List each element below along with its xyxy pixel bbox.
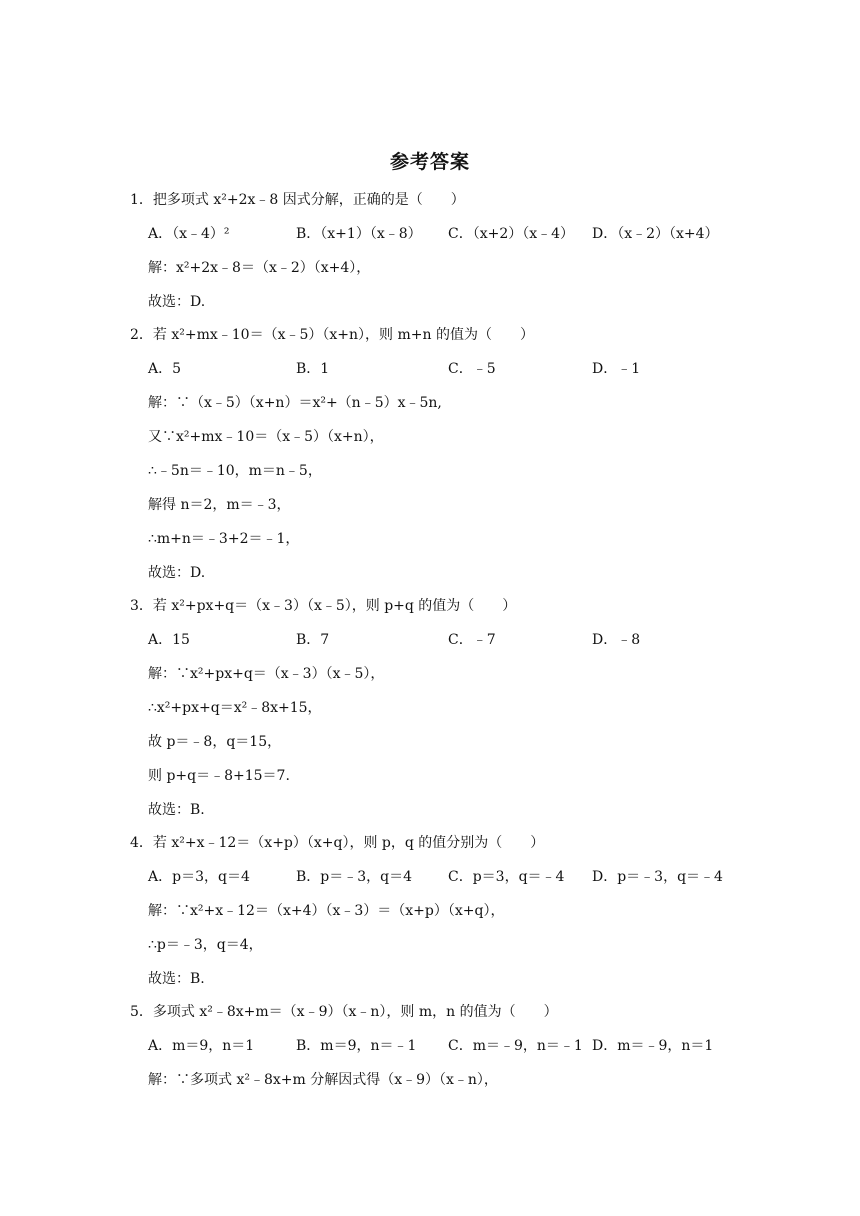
question-1-stem: 1．把多项式 x²+2x﹣8 因式分解，正确的是（ ） (130, 192, 465, 208)
question-4-option-a: A．p＝3，q＝4 (148, 869, 250, 885)
question-1-option-a: A．（x﹣4）² (148, 226, 230, 242)
question-4-solution-line: 解：∵x²+x﹣12＝（x+4）（x﹣3）＝（x+p）（x+q）， (148, 903, 505, 919)
question-2-option-c: C．﹣5 (448, 361, 496, 377)
question-3-solution-line: 故选：B. (148, 802, 205, 818)
question-5-option-b: B．m＝9，n＝﹣1 (296, 1038, 417, 1054)
question-3-option-b: B．7 (296, 632, 330, 648)
question-2-solution-line: 又∵x²+mx﹣10＝（x﹣5）（x+n）， (148, 429, 384, 445)
question-2-option-a: A．5 (148, 361, 182, 377)
question-5-stem: 5．多项式 x²﹣8x+m＝（x﹣9）（x﹣n），则 m，n 的值为（ ） (130, 1004, 558, 1020)
question-5-option-c: C．m＝﹣9，n＝﹣1 (448, 1038, 583, 1054)
question-2-solution-line: 解得 n＝2，m＝﹣3， (148, 497, 291, 513)
question-4-solution-line: 故选：B. (148, 971, 205, 987)
question-3-solution-line: 解：∵x²+px+q＝（x﹣3）（x﹣5）， (148, 666, 385, 682)
question-2-stem: 2．若 x²+mx﹣10＝（x﹣5）（x+n），则 m+n 的值为（ ） (130, 327, 534, 343)
question-2-solution-line: ∴﹣5n＝﹣10，m＝n﹣5， (148, 463, 322, 479)
question-2-solution-line: 故选：D. (148, 565, 206, 581)
question-2-solution-line: ∴m+n＝﹣3+2＝﹣1， (148, 531, 300, 547)
question-3-option-c: C．﹣7 (448, 632, 496, 648)
question-3-option-a: A．15 (148, 632, 190, 648)
question-1-solution-line: 故选：D. (148, 294, 206, 310)
question-4-option-b: B．p＝﹣3，q＝4 (296, 869, 413, 885)
question-3-option-d: D．﹣8 (592, 632, 641, 648)
question-3-solution-line: 则 p+q＝﹣8+15＝7. (148, 768, 290, 784)
question-2-option-d: D．﹣1 (592, 361, 641, 377)
question-4-stem: 4．若 x²+x﹣12＝（x+p）（x+q），则 p，q 的值分别为（ ） (130, 835, 545, 851)
question-4-option-d: D．p＝﹣3，q＝﹣4 (592, 869, 723, 885)
question-1-option-d: D．（x﹣2）（x+4） (592, 226, 719, 242)
question-3-solution-line: ∴x²+px+q＝x²﹣8x+15， (148, 700, 322, 716)
question-1-option-c: C．（x+2）（x﹣4） (448, 226, 575, 242)
page-title: 参考答案 (389, 151, 470, 173)
question-4-option-c: C．p＝3，q＝﹣4 (448, 869, 565, 885)
question-1-option-b: B．（x+1）（x﹣8） (296, 226, 422, 242)
question-1-solution-line: 解：x²+2x﹣8＝（x﹣2）（x+4）， (148, 260, 371, 276)
question-5-option-d: D．m＝﹣9，n＝1 (592, 1038, 714, 1054)
question-5-option-a: A．m＝9，n＝1 (148, 1038, 255, 1054)
question-2-solution-line: 解：∵（x﹣5）（x+n）＝x²+（n﹣5）x﹣5n, (148, 395, 442, 411)
question-4-solution-line: ∴p＝﹣3，q＝4， (148, 937, 263, 953)
question-3-solution-line: 故 p＝﹣8，q＝15， (148, 734, 282, 750)
question-5-solution-line: 解：∵多项式 x²﹣8x+m 分解因式得（x﹣9）（x﹣n）， (148, 1072, 498, 1088)
question-3-stem: 3．若 x²+px+q＝（x﹣3）（x﹣5），则 p+q 的值为（ ） (130, 598, 517, 614)
question-2-option-b: B．1 (296, 361, 330, 377)
